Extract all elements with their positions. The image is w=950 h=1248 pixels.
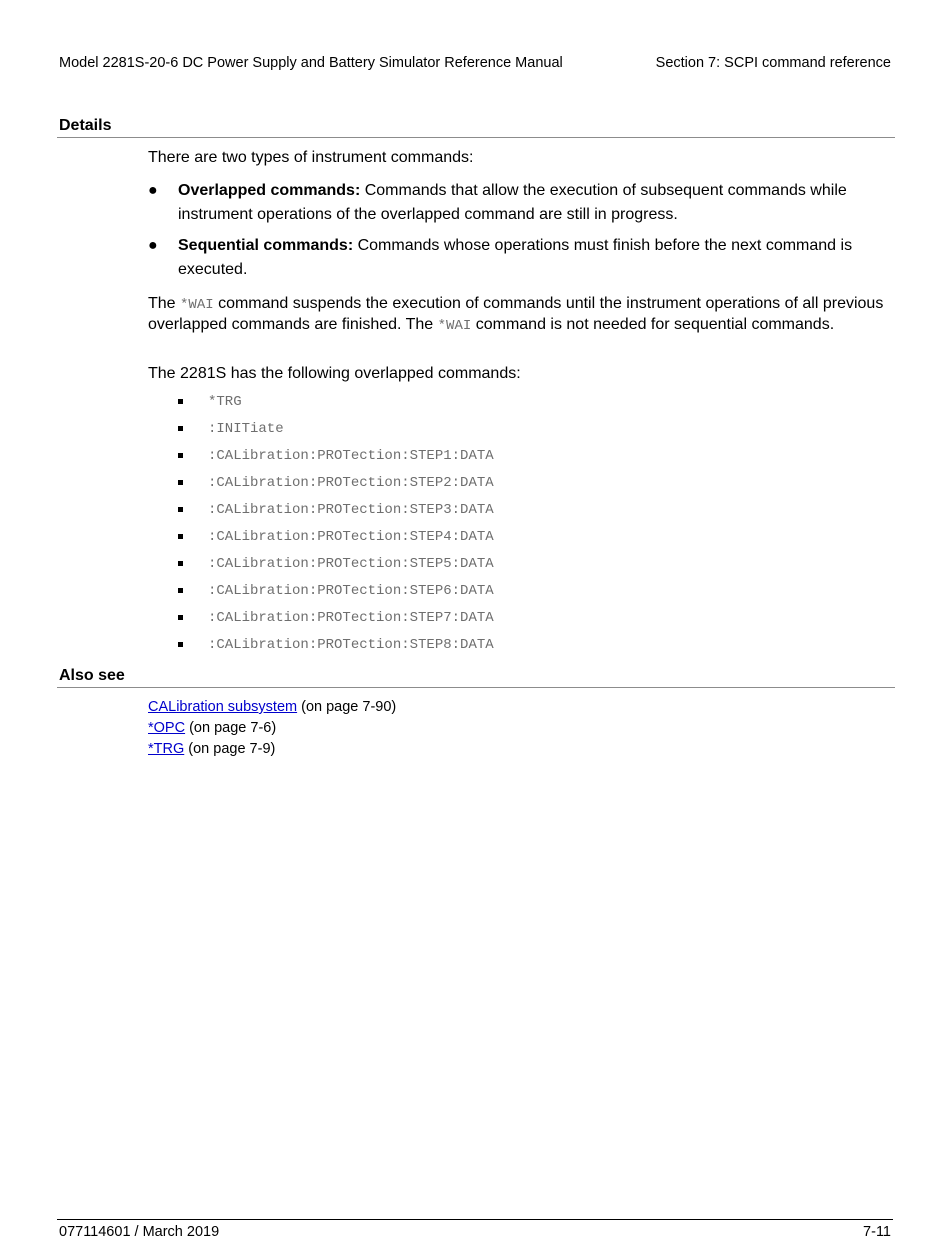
square-bullet-icon xyxy=(178,534,183,539)
square-bullet-icon xyxy=(178,642,183,647)
details-intro: There are two types of instrument commands: xyxy=(148,149,474,166)
also-see-item xyxy=(148,740,275,758)
command-text: :CALibration:PROTection:STEP8:DATA xyxy=(208,637,494,653)
running-header-title: Model 2281S-20-6 DC Power Supply and Battery Simulator Reference Manual xyxy=(59,55,563,71)
page-ref: (on page 7-6) xyxy=(185,720,277,736)
square-bullet-icon xyxy=(178,453,183,458)
command-text: :CALibration:PROTection:STEP7:DATA xyxy=(208,610,494,626)
also-see-heading: Also see xyxy=(57,666,895,688)
term-overlapped: Overlapped commands: xyxy=(178,182,361,199)
link-opc[interactable]: *OPC xyxy=(148,720,186,736)
also-see-item xyxy=(148,698,396,716)
square-bullet-icon xyxy=(178,399,183,404)
list-item-sequential xyxy=(148,234,888,282)
square-bullet-icon xyxy=(178,561,183,566)
bullet-dot-icon: ● xyxy=(148,182,158,199)
desc-sequential: Commands whose operations must finish before the next command is executed. xyxy=(178,237,853,278)
command-text: :CALibration:PROTection:STEP5:DATA xyxy=(208,556,494,572)
square-bullet-icon xyxy=(178,507,183,512)
command-text: *TRG xyxy=(208,394,242,410)
square-bullet-icon xyxy=(178,480,183,485)
wai-paragraph: The *WAI command suspends the execution of commands until the instrument operations of all previous overlapped commands are finished. The *WAI command is not needed for sequential commands. xyxy=(148,295,884,334)
command-text: :CALibration:PROTection:STEP3:DATA xyxy=(208,502,494,518)
page-number: 7-11 xyxy=(863,1224,891,1240)
command-text: :CALibration:PROTection:STEP4:DATA xyxy=(208,529,494,545)
square-bullet-icon xyxy=(178,426,183,431)
also-see-item xyxy=(148,719,276,737)
command-text: :INITiate xyxy=(208,421,284,437)
bullet-dot-icon: ● xyxy=(148,237,158,254)
link-trg[interactable]: *TRG xyxy=(148,741,185,757)
running-header-section: Section 7: SCPI command reference xyxy=(655,55,891,71)
square-bullet-icon xyxy=(178,615,183,620)
desc-overlapped: Commands that allow the execution of subsequent commands while instrument operations of the overlapped command are still in progress. xyxy=(178,182,847,223)
wai-command: *WAI xyxy=(437,318,472,334)
overlapped-list-intro: The 2281S has the following overlapped commands: xyxy=(148,365,521,382)
command-text: :CALibration:PROTection:STEP2:DATA xyxy=(208,475,494,491)
page-ref: (on page 7-90) xyxy=(297,699,397,715)
details-heading: Details xyxy=(57,116,895,138)
term-sequential: Sequential commands: xyxy=(178,237,354,254)
command-text: :CALibration:PROTection:STEP6:DATA xyxy=(208,583,494,599)
footer-rule xyxy=(57,1219,893,1220)
list-item-overlapped xyxy=(148,179,888,227)
square-bullet-icon xyxy=(178,588,183,593)
footer-doc-number: 077114601 / March 2019 xyxy=(59,1224,220,1240)
link-calibration-subsystem[interactable]: CALibration subsystem xyxy=(148,699,298,715)
page-ref: (on page 7-9) xyxy=(184,741,276,757)
wai-command: *WAI xyxy=(180,297,214,313)
command-text: :CALibration:PROTection:STEP1:DATA xyxy=(208,448,494,464)
